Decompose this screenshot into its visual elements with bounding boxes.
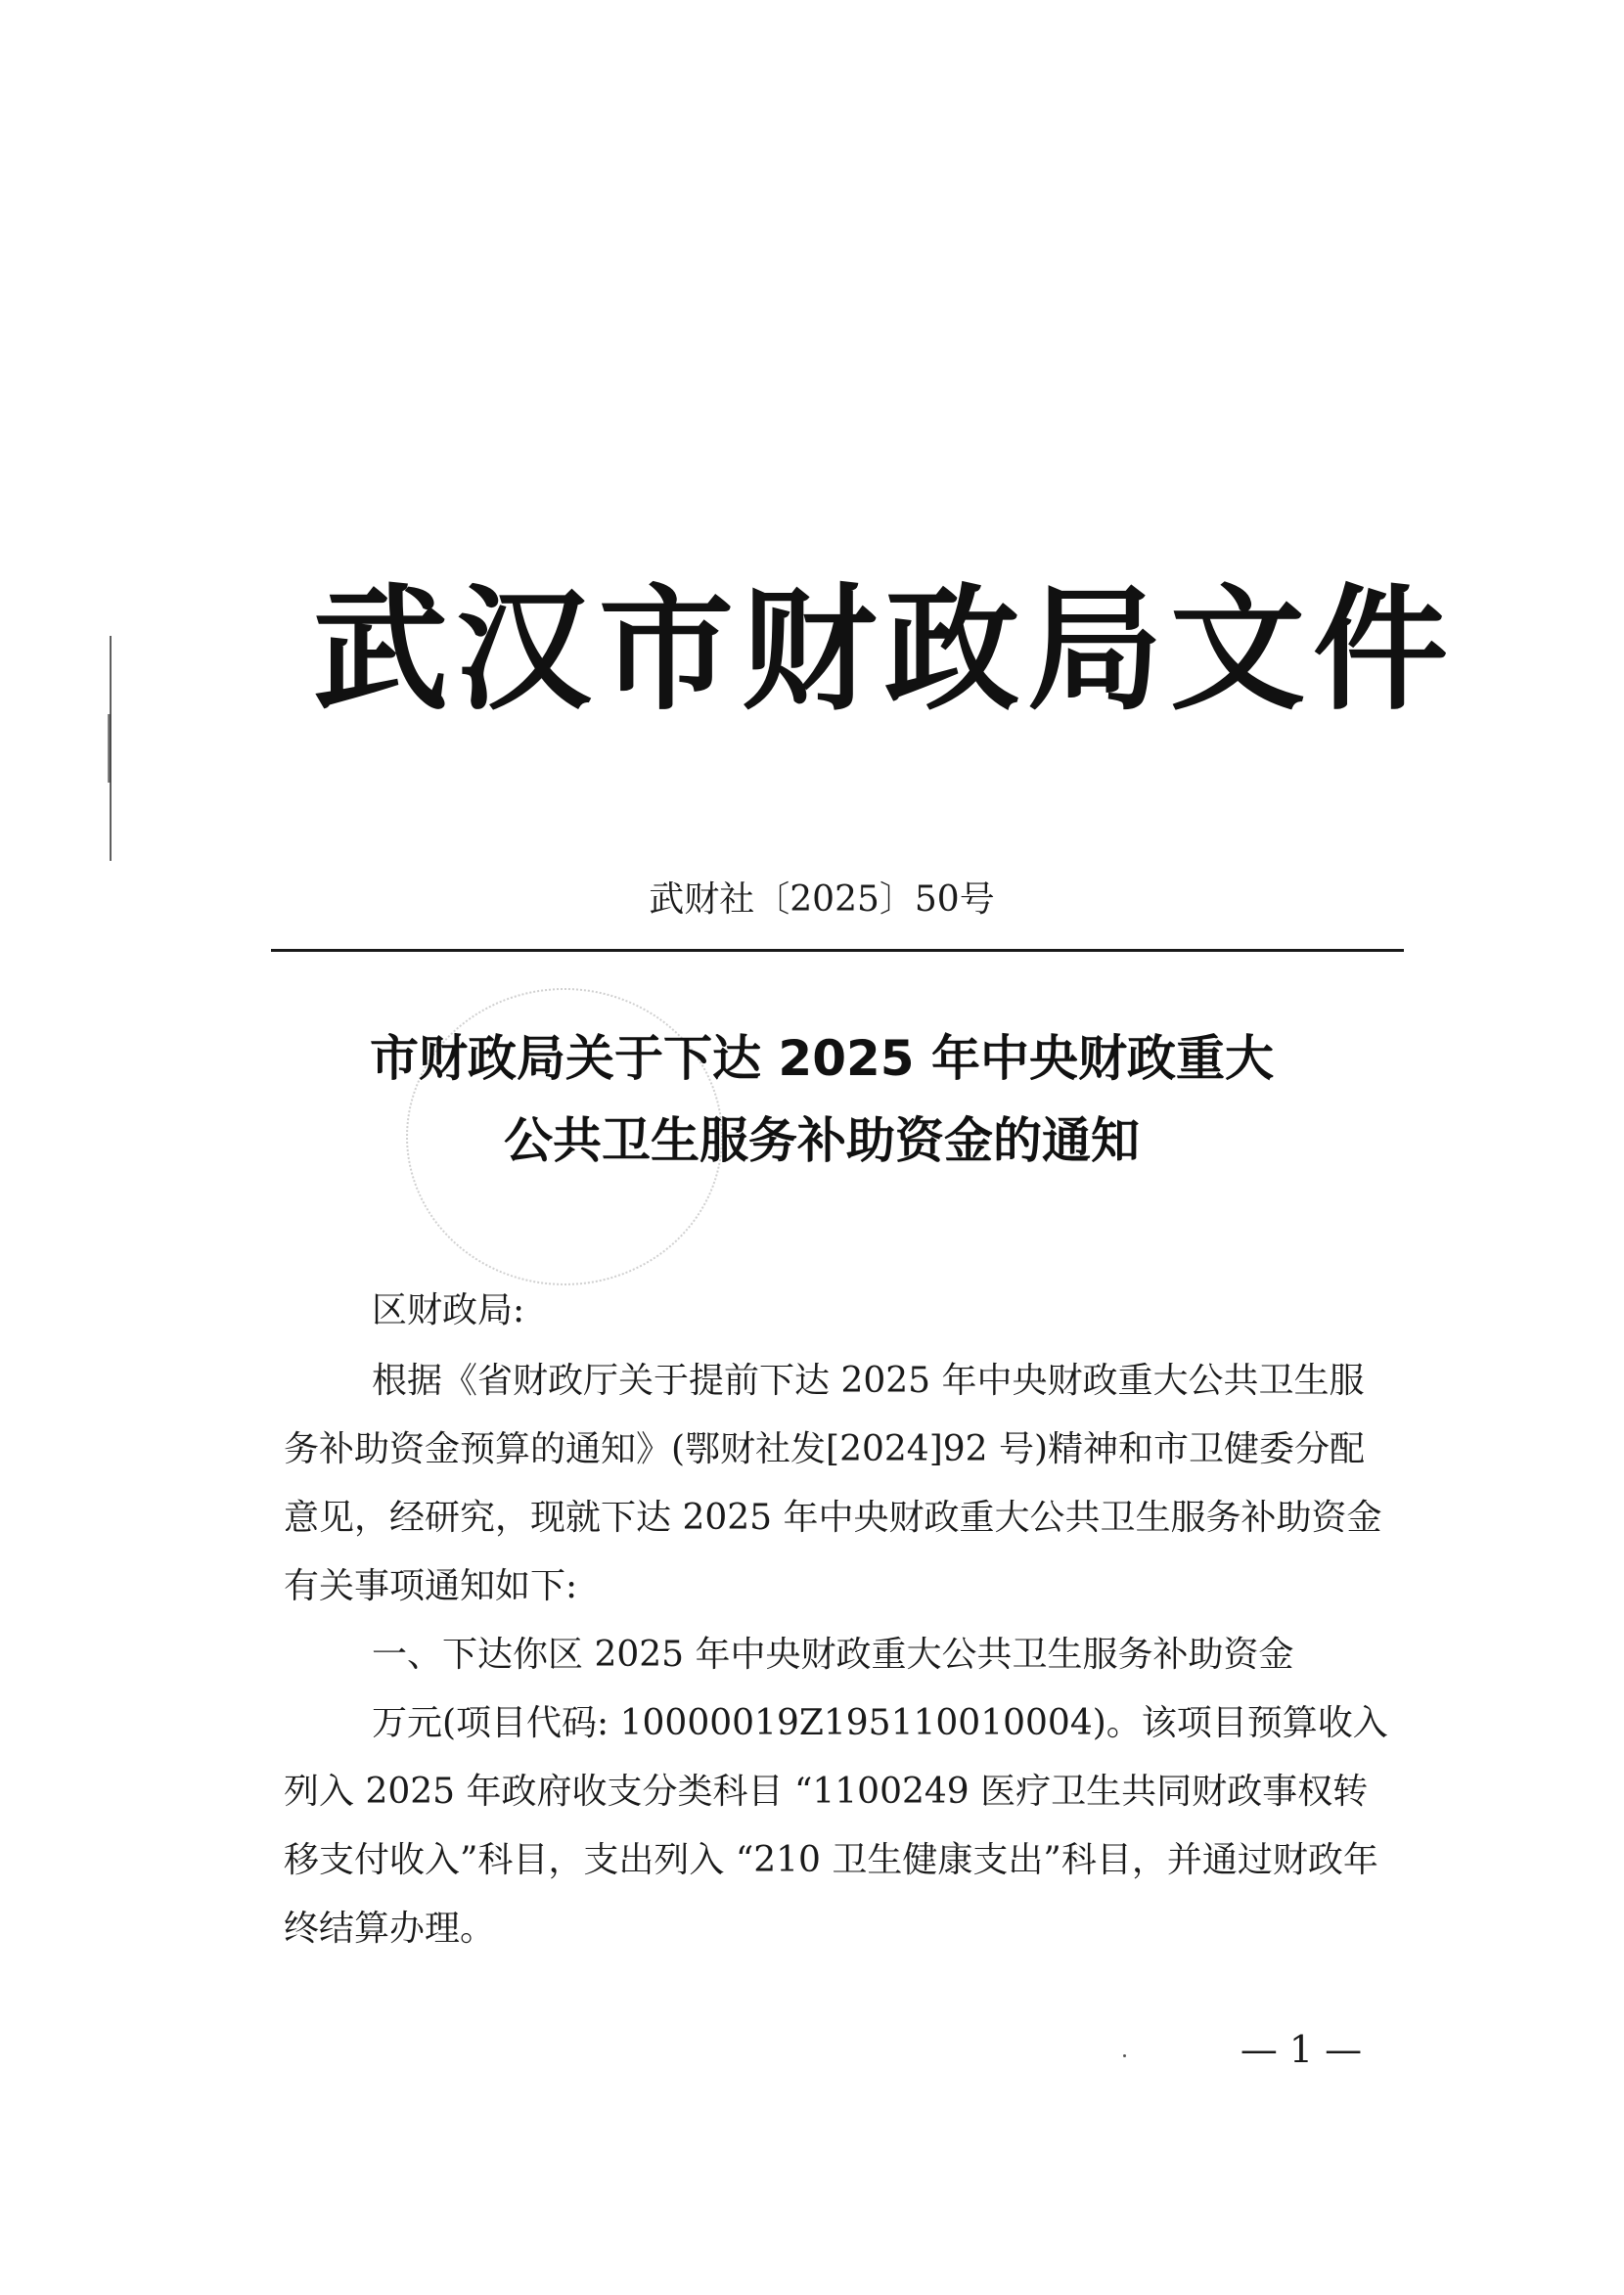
document-title [274,1017,1370,1182]
salutation: 区财政局: [372,1290,525,1330]
scan-speck [1123,2054,1126,2057]
document-title-line-2: 公共卫生服务补助资金的通知 [504,1112,1140,1169]
scan-edge-mark [108,714,111,783]
document-body [284,1277,1399,1963]
paragraph-intro: 根据《省财政厅关于提前下达 2025 年中央财政重大公共卫生服务补助资金预算的通知》(鄂财社发[2024]92 号)精神和市卫健委分配意见，经研究，现就下达 2025 年中央财政重大公共卫生服务补助资金有关事项通知如下: [284,1361,1382,1606]
issuing-authority-header: 武汉市财政局文件 [313,571,1457,729]
document-title-line-1: 市财政局关于下达 2025 年中央财政重大 [370,1030,1274,1087]
item-1-content: 万元(项目代码: 10000019Z195110010004)。该项目预算收入列入 2025 年政府收支分类科目 “1100249 医疗卫生共同财政事权转移支付收入”科目，支出列入 “210 卫生健康支出”科目，并通过财政年终结算办理。 [284,1703,1388,1949]
document-number: 武财社〔2025〕50号 [649,879,995,920]
header-divider-line [271,949,1404,952]
page-number: — 1 — [1240,2028,1363,2071]
item-1-heading: 一、下达你区 2025 年中央财政重大公共卫生服务补助资金 [372,1635,1294,1675]
